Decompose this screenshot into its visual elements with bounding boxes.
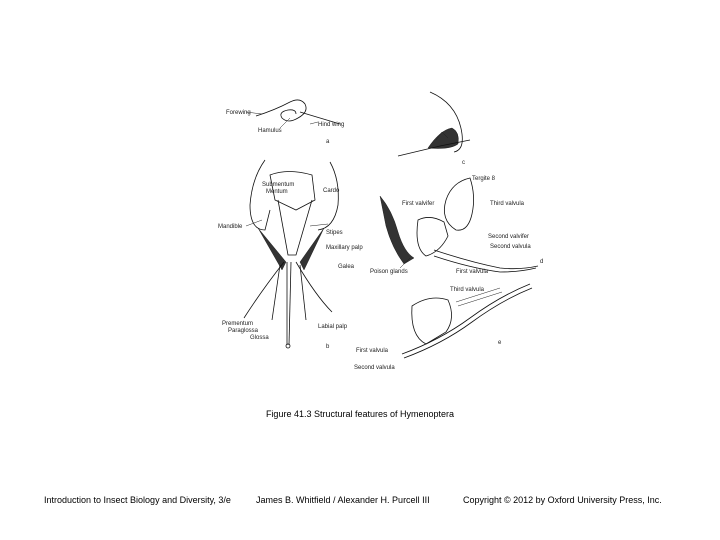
label-mandible: Mandible: [218, 224, 243, 230]
panel-label-d: d: [540, 259, 544, 265]
label-hind-wing: Hind wing: [318, 122, 345, 128]
footer-book-title: Introduction to Insect Biology and Diversity, 3/e: [44, 495, 231, 505]
label-third-valvula-e: Third valvula: [450, 287, 485, 293]
panel-label-e: e: [498, 340, 502, 346]
label-forewing: Forewing: [226, 110, 251, 116]
label-first-valvifer: First valvifer: [402, 201, 435, 207]
label-glossa: Glossa: [250, 335, 269, 341]
label-labial-palp: Labial palp: [318, 324, 348, 330]
footer-copyright: Copyright © 2012 by Oxford University Press, Inc.: [463, 495, 662, 505]
panel-c-sting: [398, 92, 470, 156]
label-mentum: Mentum: [266, 189, 288, 195]
label-poison-glands: Poison glands: [370, 269, 408, 275]
label-hamulus: Hamulus: [258, 128, 282, 134]
label-prementum: Prementum: [222, 321, 254, 327]
panel-e-sting-shaft: [402, 284, 532, 358]
label-first-valvula-e: First valvula: [356, 348, 389, 354]
label-second-valvifer: Second valvifer: [488, 234, 530, 240]
label-stipes: Stipes: [326, 230, 343, 236]
label-cardo: Cardo: [323, 188, 340, 194]
label-galea: Galea: [338, 264, 355, 270]
label-maxillary-palp: Maxillary palp: [326, 245, 363, 251]
panel-d-ovipositor: [380, 178, 538, 272]
label-first-valvula: First valvula: [456, 269, 489, 275]
panel-label-b: b: [326, 344, 330, 350]
label-paraglossa: Paraglossa: [228, 328, 259, 334]
panel-label-a: a: [326, 139, 330, 145]
label-second-valvula: Second valvula: [490, 244, 531, 250]
label-tergite: Tergite 8: [472, 176, 496, 182]
footer-authors: James B. Whitfield / Alexander H. Purcell III: [256, 495, 430, 505]
label-third-valvula: Third valvula: [490, 201, 525, 207]
label-submentum: Submentum: [262, 182, 295, 188]
panel-label-c: c: [462, 160, 465, 166]
figure-caption: Figure 41.3 Structural features of Hymenoptera: [265, 409, 455, 419]
label-second-valvula-e: Second valvula: [354, 365, 395, 371]
